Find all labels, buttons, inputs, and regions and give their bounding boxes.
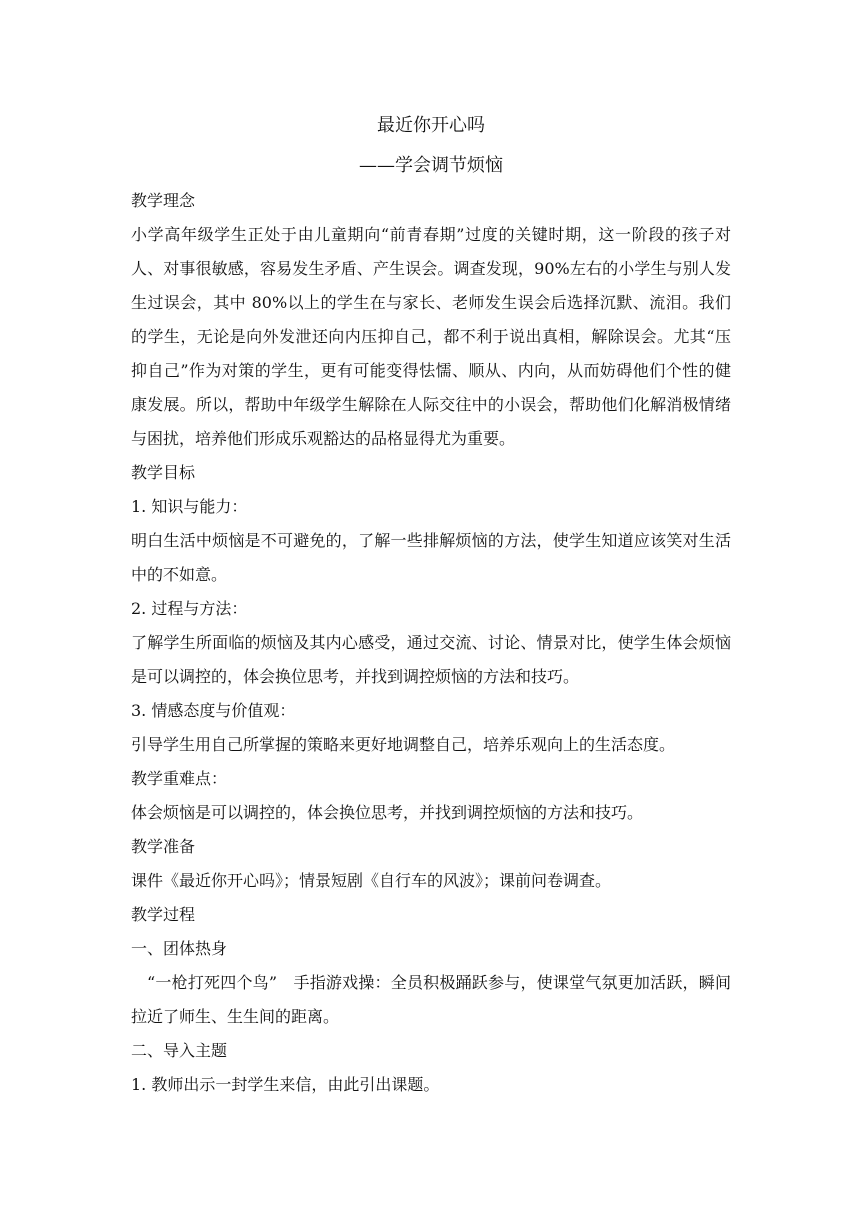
goal-2-heading: 2. 过程与方法： — [131, 599, 248, 618]
step-1-heading: 一、团体热身 — [131, 939, 228, 958]
goal-3-paragraph: 引导学生用自己所掌握的策略来更好地调整自己，培养乐观向上的生活态度。 — [131, 735, 676, 754]
section-heading-goals: 教学目标 — [131, 463, 196, 482]
section-heading-difficulty: 教学重难点： — [131, 769, 228, 788]
document-body — [131, 108, 731, 1102]
goal-1-paragraph: 明白生活中烦恼是不可避免的，了解一些排解烦恼的方法，使学生知道应该笑对生活中的不如意。 — [131, 531, 731, 584]
step-1-paragraph: “一枪打死四个鸟” 手指游戏操：全员积极踊跃参与，使课堂气氛更加活跃，瞬间拉近了师生、生生间的距离。 — [131, 973, 731, 1026]
section-heading-preparation: 教学准备 — [131, 837, 196, 856]
difficulty-paragraph: 体会烦恼是可以调控的，体会换位思考，并找到调控烦恼的方法和技巧。 — [131, 803, 644, 822]
goal-2-paragraph: 了解学生所面临的烦恼及其内心感受，通过交流、讨论、情景对比，使学生体会烦恼是可以调控的，体会换位思考，并找到调控烦恼的方法和技巧。 — [131, 633, 731, 686]
document-title: 最近你开心吗 — [377, 115, 485, 136]
preparation-paragraph: 课件《最近你开心吗》；情景短剧《自行车的风波》；课前问卷调查。 — [131, 871, 612, 890]
section-heading-philosophy: 教学理念 — [131, 191, 196, 210]
goal-1-heading: 1. 知识与能力： — [131, 497, 248, 516]
step-2-item-1: 1. 教师出示一封学生来信，由此引出课题。 — [131, 1075, 440, 1094]
section-heading-process: 教学过程 — [131, 905, 196, 924]
philosophy-paragraph: 小学高年级学生正处于由儿童期向“前青春期”过度的关键时期，这一阶段的孩子对人、对事很敏感，容易发生矛盾、产生误会。调查发现，90%左右的小学生与别人发生过误会，其中 80%以上的学生在与家长、老师发生误会后选择沉默、流泪。我们的学生，无论是向外发泄还向内压抑自己，都不利于说出真相，解除误会。尤其“压抑自己”作为对策的学生，更有可能变得怯懦、顺从、内向，从而妨碍他们个性的健康发展。所以，帮助中年级学生解除在人际交往中的小误会，帮助他们化解消极情绪与困扰，培养他们形成乐观豁达的品格显得尤为重要。 — [131, 225, 731, 448]
step-2-heading: 二、导入主题 — [131, 1041, 228, 1060]
goal-3-heading: 3. 情感态度与价值观： — [131, 701, 296, 720]
document-subtitle: ——学会调节烦恼 — [359, 155, 503, 176]
